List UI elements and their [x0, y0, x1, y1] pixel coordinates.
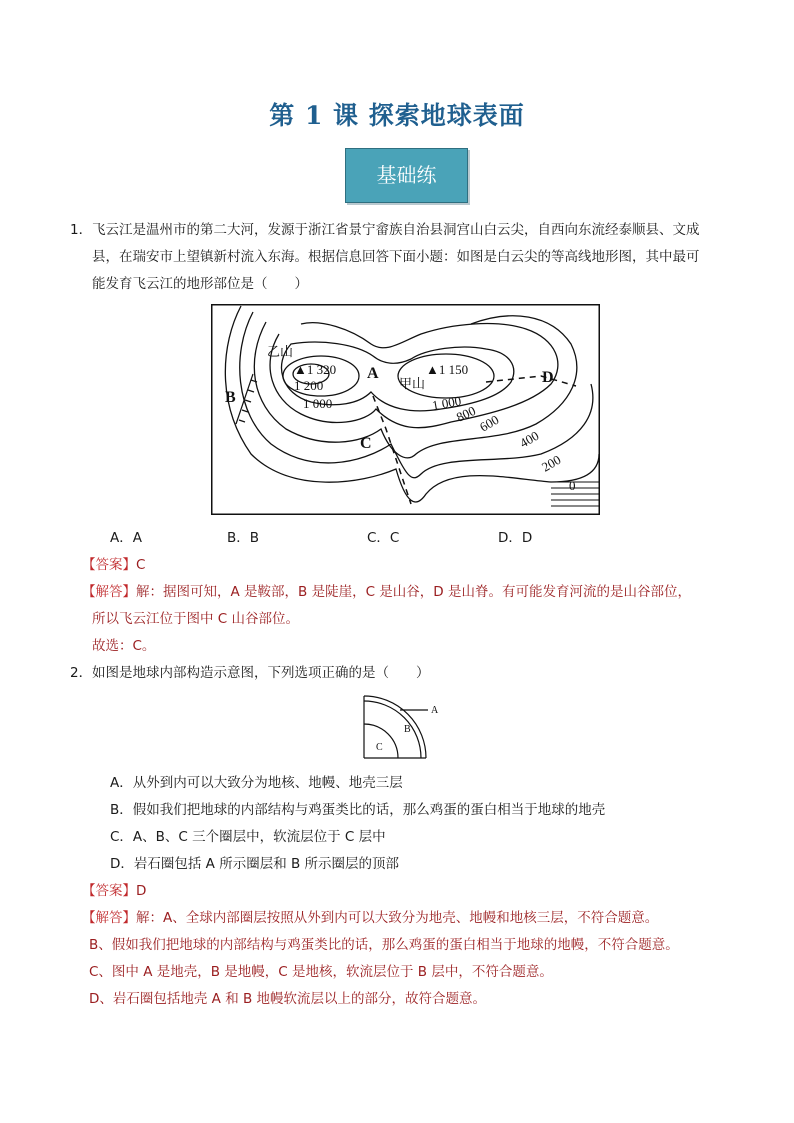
label-h1320: ▲1 320	[294, 362, 337, 377]
label-c400: 400	[517, 427, 542, 451]
section-banner: 基础练	[345, 148, 468, 203]
label-c800: 800	[453, 402, 478, 425]
label-jiashan: 甲山	[399, 376, 426, 391]
label-c1000b: 1 000	[430, 393, 463, 413]
q1-number: 1．	[70, 222, 93, 238]
q2-answer-line	[82, 878, 146, 905]
q1-stem-line1: 飞云江是温州市的第二大河，发源于浙江省景宁畲族自治县洞宫山白云尖，自西向东流经泰顺县、文成	[92, 222, 700, 238]
q1-option-b[interactable]: B．B	[227, 530, 260, 546]
q1-answer-value: C	[136, 557, 146, 573]
label-point-a: A	[367, 365, 379, 382]
label-yishan: 乙山	[267, 344, 294, 359]
label-point-d: D	[542, 369, 554, 386]
q2-number: 2．	[70, 665, 93, 681]
q2-option-b[interactable]: B．假如我们把地球的内部结构与鸡蛋类比的话，那么鸡蛋的蛋白相当于地球的地壳	[110, 802, 606, 818]
label-c600: 600	[477, 411, 502, 435]
label-c0: 0	[569, 478, 576, 493]
fig-label-c: C	[376, 742, 383, 753]
q1-answer-tag: 【答案】	[82, 557, 136, 573]
q2-analysis-line1	[82, 905, 658, 932]
q1-analysis-line3: 故选：C。	[92, 638, 156, 654]
q2-stem: 如图是地球内部构造示意图，下列选项正确的是（ ）	[92, 665, 430, 681]
q1-stem-line3: 能发育飞云江的地形部位是（ ）	[92, 276, 308, 292]
q2-answer-value: D	[136, 883, 147, 899]
contour-map-figure	[211, 304, 600, 515]
fig-label-b: B	[404, 724, 411, 735]
q1-analysis-line1	[82, 579, 691, 606]
q2-analysis-line2: B、假如我们把地球的内部结构与鸡蛋类比的话，那么鸡蛋的蛋白相当于地球的地幔，不符合题意。	[89, 937, 679, 953]
q2-analysis-line3: C、图中 A 是地壳，B 是地幔，C 是地核，软流层位于 B 层中，不符合题意。	[89, 964, 553, 980]
q2-analysis-text1: 解：A、全球内部圈层按照从外到内可以大致分为地壳、地幔和地核三层，不符合题意。	[136, 910, 659, 926]
q2-option-a[interactable]: A．从外到内可以大致分为地核、地幔、地壳三层	[110, 775, 403, 791]
q2-analysis-line4: D、岩石圈包括地壳 A 和 B 地幔软流层以上的部分，故符合题意。	[89, 991, 487, 1007]
fig-label-a: A	[431, 705, 439, 716]
label-c1000a: 1 000	[303, 396, 333, 411]
label-c1200: 1 200	[294, 378, 324, 393]
label-h1150: ▲1 150	[426, 362, 469, 377]
q1-analysis-line2: 所以飞云江位于图中 C 山谷部位。	[92, 611, 300, 627]
q1-answer-line	[82, 552, 145, 579]
q1-option-a[interactable]: A．A	[110, 530, 142, 546]
earth-interior-figure	[362, 694, 444, 760]
page-title: 第 1 课 探索地球表面	[269, 101, 525, 130]
q2-answer-tag: 【答案】	[82, 883, 136, 899]
q1-analysis-text1: 解：据图可知，A 是鞍部，B 是陡崖，C 是山谷，D 是山脊。有可能发育河流的是山谷部位，	[136, 584, 691, 600]
q2-analysis-tag: 【解答】	[82, 910, 136, 926]
q1-option-c[interactable]: C．C	[367, 530, 400, 546]
q1-stem-line2: 县，在瑞安市上望镇新村流入东海。根据信息回答下面小题：如图是白云尖的等高线地形图，其中最可	[92, 249, 700, 265]
q2-option-d[interactable]: D．岩石圈包括 A 所示圈层和 B 所示圈层的顶部	[110, 856, 400, 872]
q2-option-c[interactable]: C．A、B、C 三个圈层中，软流层位于 C 层中	[110, 829, 386, 845]
label-point-b: B	[225, 389, 236, 406]
q1-analysis-tag: 【解答】	[82, 584, 136, 600]
label-point-c: C	[360, 435, 372, 452]
label-c200: 200	[539, 451, 564, 475]
q1-option-d[interactable]: D．D	[498, 530, 533, 546]
